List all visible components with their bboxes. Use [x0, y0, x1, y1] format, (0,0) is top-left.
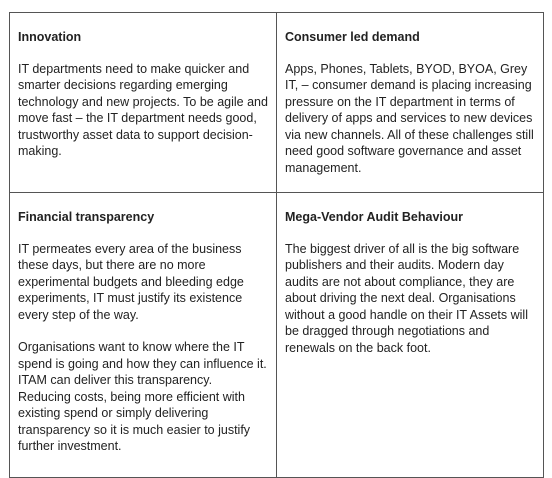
cell-consumer-led-demand: [277, 13, 544, 193]
drivers-table: [9, 12, 544, 478]
cell-innovation: [10, 13, 277, 193]
table-row: [10, 193, 544, 478]
cell-body-financial-transparency: [18, 241, 268, 455]
paragraph: IT departments need to make quicker and smarter decisions regarding emerging technology and new projects. To be agile and move fast – the IT department needs good, trustworthy asset data to support decision-making.: [18, 61, 268, 158]
paragraph: IT permeates every area of the business these days, but there are no more experimental budgets and bleeding edge experiments, IT must justify its existence every step of the way.: [18, 241, 244, 322]
table-row: [10, 13, 544, 193]
cell-financial-transparency: [10, 193, 277, 478]
paragraph: Apps, Phones, Tablets, BYOD, BYOA, Grey IT, – consumer demand is placing increasing pressure on the IT department in terms of delivery of apps and services to new devices via new channels. All of these challenges still need good software governance and asset management.: [285, 61, 534, 175]
paragraph: The biggest driver of all is the big software publishers and their audits. Modern day audits are not about compliance, they are about driving the next deal. Organisations without a good handle on their IT Assets will be dragged through negotiations and renewals on the back foot.: [285, 241, 528, 355]
cell-title-innovation: Innovation: [18, 30, 82, 44]
cell-title-consumer-led-demand: Consumer led demand: [285, 30, 420, 44]
cell-mega-vendor-audit: [277, 193, 544, 478]
paragraph: Organisations want to know where the IT spend is going and how they can influence it. ITAM can deliver this transparency. Reducing costs, being more efficient with existing spend or simply delivering transparency so it is much easier to justify further investment.: [18, 340, 267, 453]
cell-body-innovation: [18, 61, 268, 160]
cell-body-mega-vendor-audit: [285, 241, 535, 357]
cell-title-financial-transparency: Financial transparency: [18, 210, 155, 224]
cell-title-mega-vendor-audit: Mega-Vendor Audit Behaviour: [285, 210, 464, 224]
cell-body-consumer-led-demand: [285, 61, 535, 177]
